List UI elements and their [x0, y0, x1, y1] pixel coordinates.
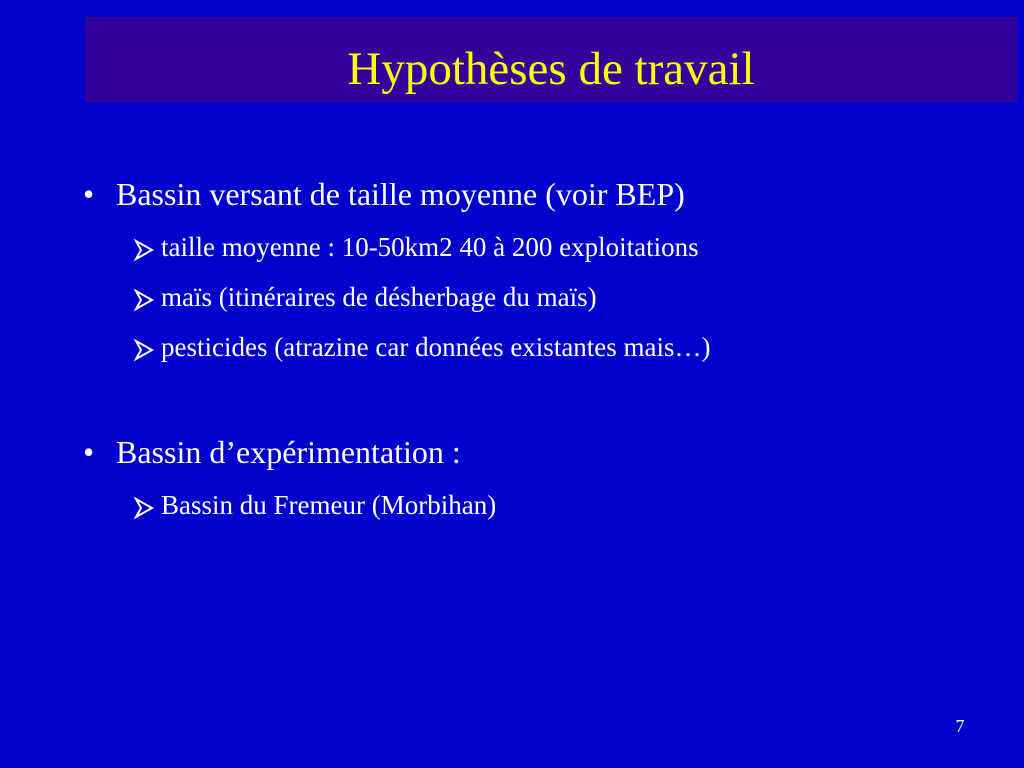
bullet-dot: •	[83, 434, 95, 470]
bullet-item	[83, 434, 903, 474]
arrowhead-bullet-icon	[133, 239, 155, 261]
sub-bullet-item	[133, 332, 893, 366]
sub-bullet-item	[133, 282, 893, 316]
sub-bullet-text: taille moyenne : 10-50km2 40 à 200 exploitations	[161, 232, 699, 262]
arrowhead-bullet-icon	[133, 289, 155, 311]
slide-title: Hypothèses de travail	[347, 43, 755, 95]
sub-bullet-item	[133, 490, 893, 524]
bullet-text: Bassin versant de taille moyenne (voir BEP)	[116, 176, 685, 212]
page-number: 7	[955, 716, 965, 736]
sub-bullet-text: Bassin du Fremeur (Morbihan)	[161, 490, 497, 520]
sub-bullet-item	[133, 232, 893, 266]
bullet-text: Bassin d’expérimentation :	[116, 434, 461, 470]
sub-bullet-text: pesticides (atrazine car données existantes mais…)	[161, 332, 711, 362]
arrowhead-bullet-icon	[133, 497, 155, 519]
sub-bullet-text: maïs (itinéraires de désherbage du maïs)	[161, 282, 597, 312]
bullet-item	[83, 176, 903, 216]
arrowhead-bullet-icon	[133, 339, 155, 361]
bullet-dot: •	[83, 176, 95, 212]
